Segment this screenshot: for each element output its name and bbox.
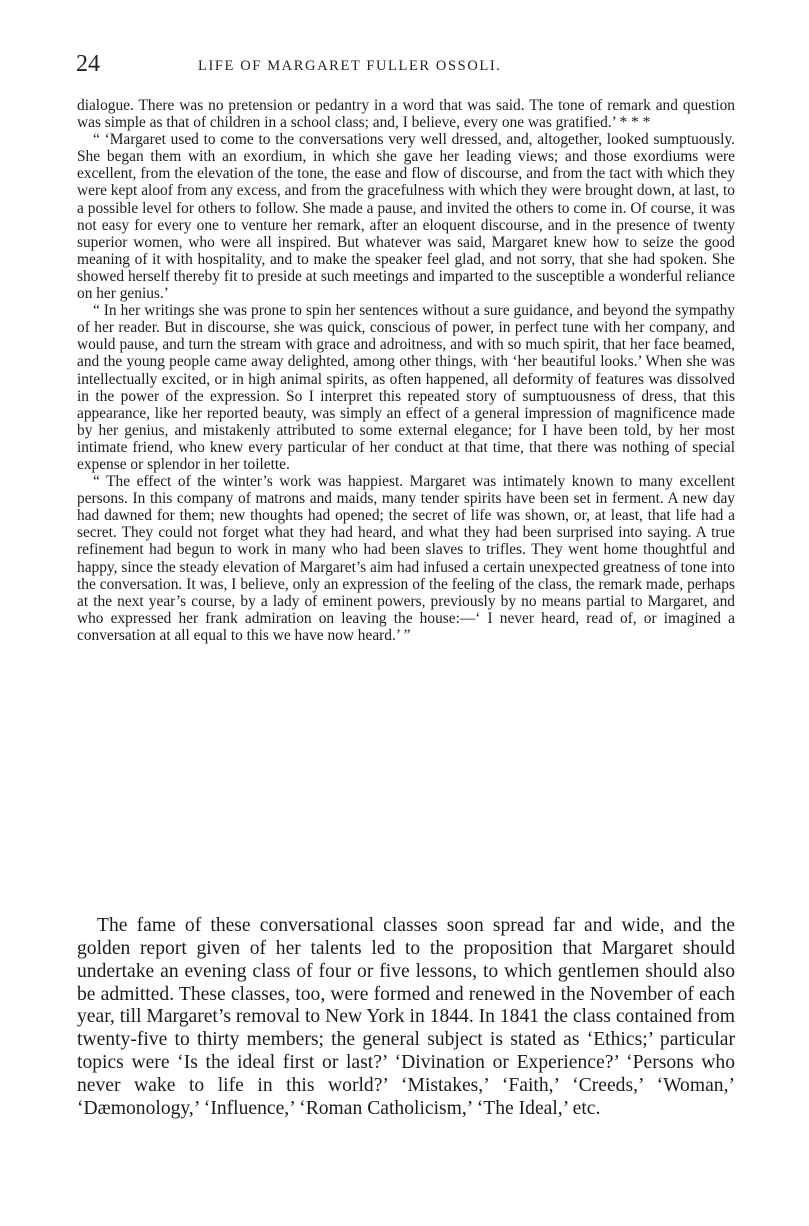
quote-paragraph: “ In her writings she was prone to spin her sentences without a sure guidance, and beyond the sympathy of her reader. But in discourse, she was quick, conscious of power, in perfect tune with her company, and would pause, and turn the stream with grace and adroitness, and with so much spirit, that her face beamed, and the young people came away delighted, among other things, with ‘her beautiful looks.’ When she was intellectually excited, or in high animal spirits, as often happened, all deformity of features was dissolved in the power of the expression. So I interpret this repeated story of sumptuousness of dress, that this appearance, like her reported beauty, was simply an effect of a general impression of magnificence made by her genius, and mistakenly attributed to some external elegance; for I have been told, by her most intimate friend, who knew every particular of her conduct at that time, that there was nothing of special expense or splendor in her toilette. (77, 302, 735, 473)
page-header (76, 52, 736, 82)
running-head: LIFE OF MARGARET FULLER OSSOLI. (198, 58, 502, 74)
quote-paragraph-continued: dialogue. There was no pretension or pedantry in a word that was said. The tone of remark and question was simple as that of children in a school class; and, I believe, every one was gratified.’ * * * (77, 97, 735, 132)
quote-paragraph: “ The effect of the winter’s work was happiest. Margaret was intimately known to many excellent persons. In this company of matrons and maids, many tender spirits have been set in ferment. A new day had dawned for them; new thoughts had opened; the secret of life was shown, or, at least, that life had a secret. They could not forget what they had heard, and what they had been surprised into saying. A true refinement had begun to work in many who had been slaves to trifles. They went home thoughtful and happy, since the steady elevation of Margaret’s aim had infused a certain unexpected greatness of tone into the conversation. It was, I believe, only an expression of the feeling of the class, the remark made, perhaps at the next year’s course, by a lady of eminent powers, previously by no means partial to Margaret, and who expressed her frank admiration on leaving the house:—‘ I never heard, read of, or imagined a conversation at all equal to this we have now heard.’ ” (77, 473, 735, 644)
body-paragraph: The fame of these conversational classes soon spread far and wide, and the golden report given of her talents led to the proposition that Margaret should undertake an evening class of four or five lessons, to which gentlemen should also be admitted. These classes, too, were formed and renewed in the November of each year, till Margaret’s removal to New York in 1844. In 1841 the class contained from twenty-five to thirty members; the general subject is stated as ‘Ethics;’ particular topics were ‘Is the ideal first or last?’ ‘Divination or Experience?’ ‘Persons who never wake to life in this world?’ ‘Mistakes,’ ‘Faith,’ ‘Creeds,’ ‘Woman,’ ‘Dæmonology,’ ‘Influence,’ ‘Roman Catholicism,’ ‘The Ideal,’ etc. (77, 915, 735, 1119)
main-text (77, 915, 735, 1121)
quote-paragraph: “ ‘Margaret used to come to the conversations very well dressed, and, altogether, looked sumptuously. She began them with an exordium, in which she gave her leading views; and those exordiums were excellent, from the elevation of the tone, the ease and flow of discourse, and from the tact with which they were kept aloof from any excess, and from the gracefulness with which they were brought down, at last, to a possible level for others to follow. She made a pause, and invited the others to come in. Of course, it was not easy for every one to venture her remark, after an eloquent discourse, and in the presence of twenty superior women, who were all inspired. But whatever was said, Margaret knew how to seize the good meaning of it with hospitality, and to make the speaker feel glad, and not sorry, that she had spoken. She showed herself thereby fit to preside at such meetings and imparted to the susceptible a wonderful reliance on her genius.’ (77, 131, 735, 303)
page-number: 24 (76, 51, 100, 77)
quoted-passage (77, 97, 735, 644)
